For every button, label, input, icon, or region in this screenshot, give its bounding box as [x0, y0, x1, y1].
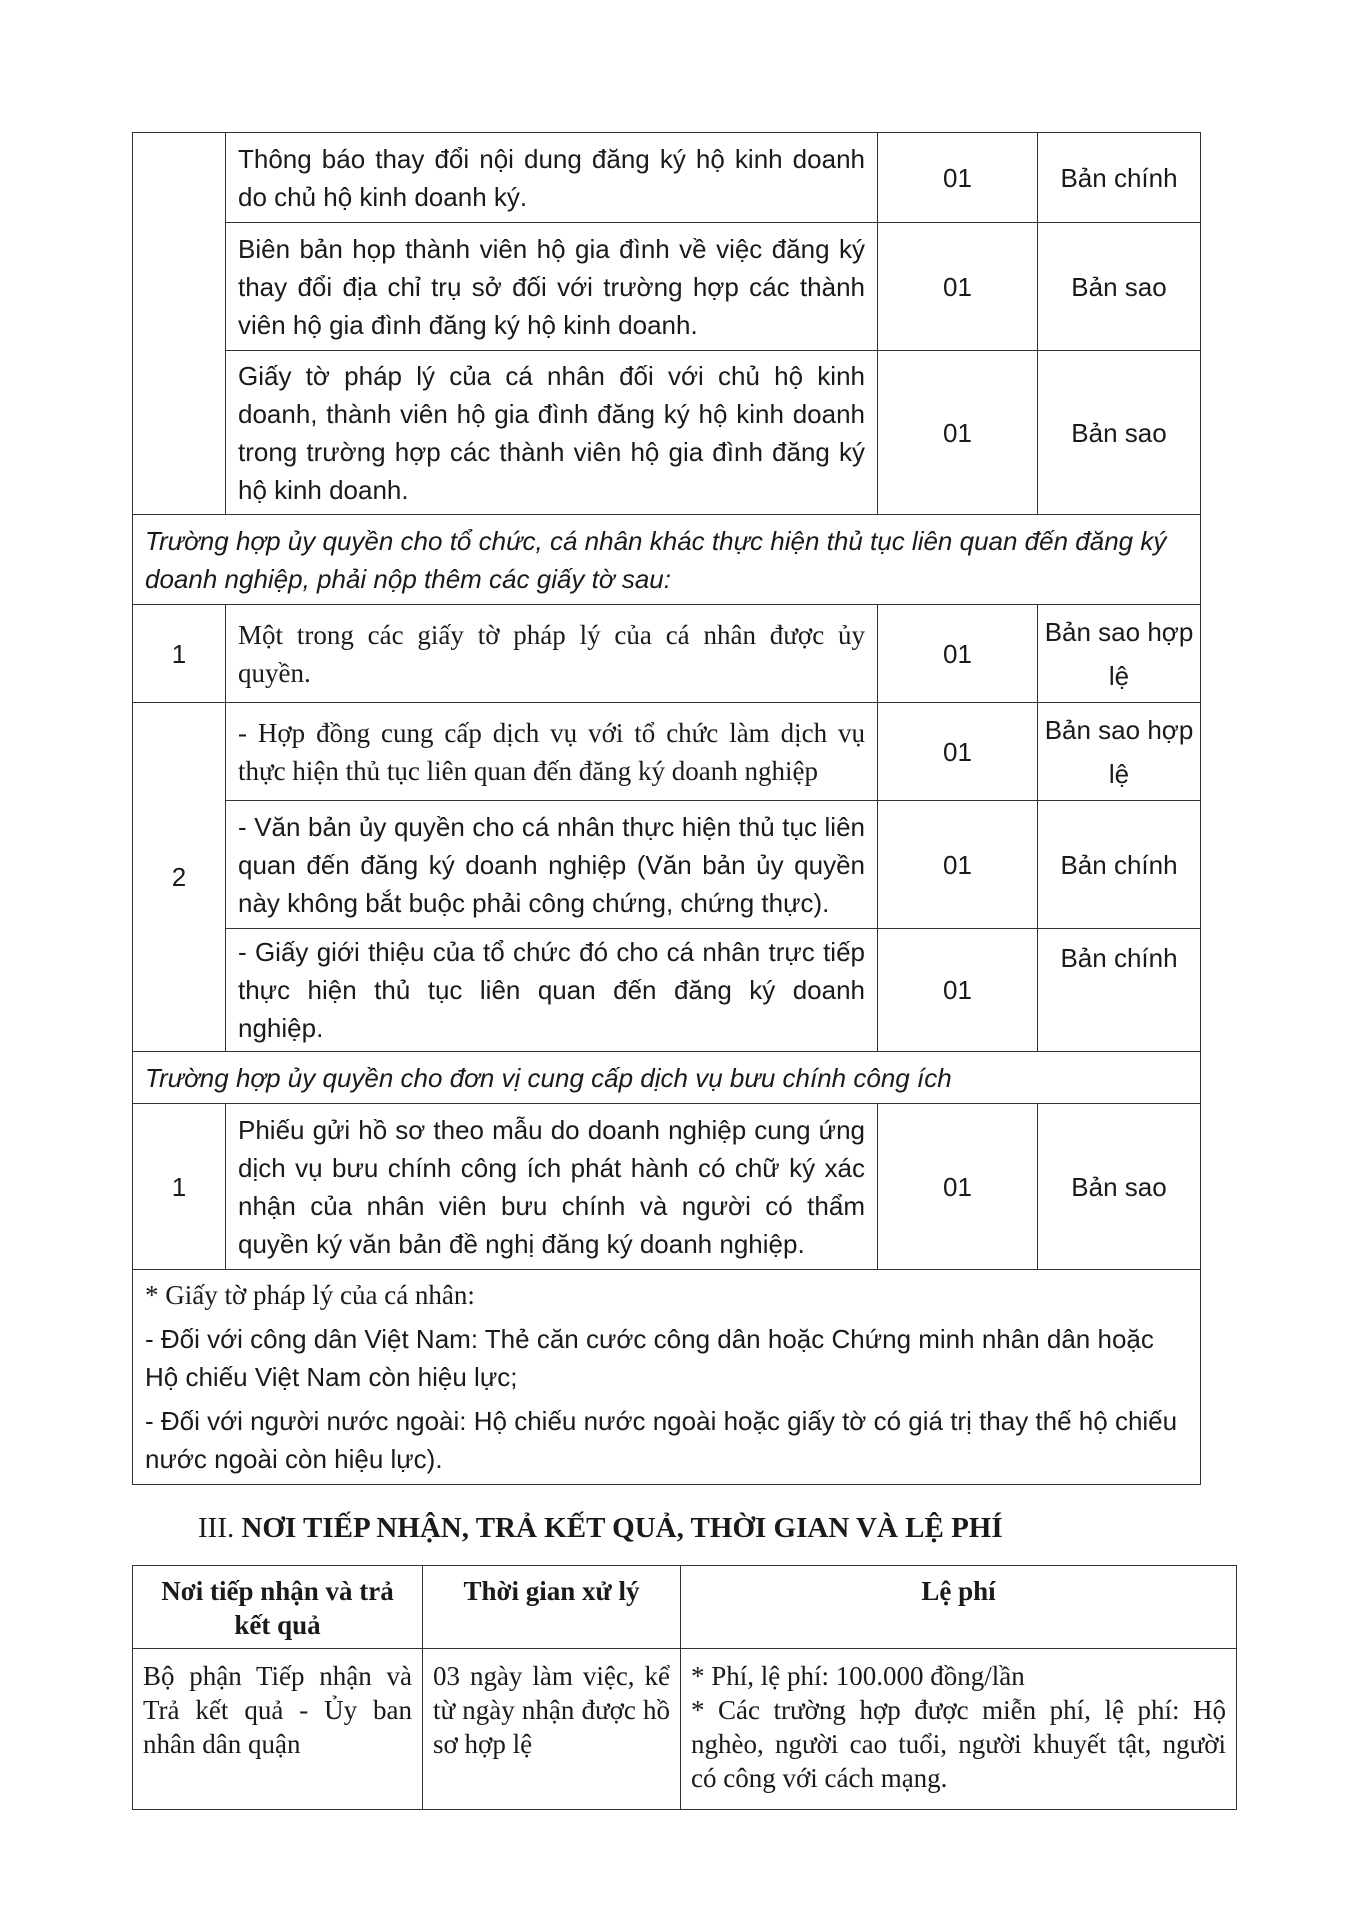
document-quantity: 01: [878, 703, 1038, 801]
section-heading-proxy: Trường hợp ủy quyền cho tổ chức, cá nhân khác thực hiện thủ tục liên quan đến đăng ký doanh nghiệp, phải nộp thêm các giấy tờ sau:: [133, 515, 1201, 605]
table-row: [133, 801, 1201, 929]
header-processing-time: Thời gian xử lý: [423, 1566, 681, 1649]
row-number: 1: [133, 605, 226, 703]
section-title-text: NƠI TIẾP NHẬN, TRẢ KẾT QUẢ, THỜI GIAN VÀ LỆ PHÍ: [241, 1512, 1003, 1544]
document-quantity: 01: [878, 605, 1038, 703]
document-description: - Giấy giới thiệu của tổ chức đó cho cá nhân trực tiếp thực hiện thủ tục liên quan đến đăng ký doanh nghiệp.: [226, 929, 878, 1052]
table-row: [133, 133, 1201, 223]
document-description: Biên bản họp thành viên hộ gia đình về việc đăng ký thay đổi địa chỉ trụ sở đối với trường hợp các thành viên hộ gia đình đăng ký hộ kinh doanh.: [226, 223, 878, 351]
document-quantity: 01: [878, 351, 1038, 515]
note-vietnamese-citizens: - Đối với công dân Việt Nam: Thẻ căn cước công dân hoặc Chứng minh nhân dân hoặc Hộ chiếu Việt Nam còn hiệu lực;: [145, 1324, 1154, 1392]
fee-exemptions: * Các trường hợp được miễn phí, lệ phí: Hộ nghèo, người cao tuổi, người khuyết tật, người có công với cách mạng.: [691, 1695, 1226, 1793]
header-receiving-place: Nơi tiếp nhận và trả kết quả: [133, 1566, 423, 1649]
section-row: [133, 1052, 1201, 1104]
document-quantity: 01: [878, 801, 1038, 929]
row-number: 2: [133, 703, 226, 1052]
processing-time-cell: 03 ngày làm việc, kể từ ngày nhận được hồ sơ hợp lệ: [423, 1649, 681, 1810]
document-type: Bản chính: [1038, 929, 1201, 1052]
document-quantity: 01: [878, 223, 1038, 351]
document-type: Bản sao: [1038, 223, 1201, 351]
document-type: Bản sao: [1038, 351, 1201, 515]
table-row: [133, 1649, 1237, 1810]
table-row: [133, 929, 1201, 1052]
table-row: [133, 605, 1201, 703]
document-quantity: 01: [878, 133, 1038, 223]
table-row: [133, 223, 1201, 351]
section-row: [133, 515, 1201, 605]
document-description: Thông báo thay đổi nội dung đăng ký hộ kinh doanh do chủ hộ kinh doanh ký.: [226, 133, 878, 223]
fee-amount: * Phí, lệ phí: 100.000 đồng/lần: [691, 1661, 1025, 1691]
legal-documents-note: [133, 1270, 1201, 1485]
section-number: III.: [198, 1512, 235, 1544]
document-type: Bản sao hợp lệ: [1038, 605, 1201, 703]
table-row: [133, 351, 1201, 515]
note-foreigners: - Đối với người nước ngoài: Hộ chiếu nước ngoài hoặc giấy tờ có giá trị thay thế hộ chiếu nước ngoài còn hiệu lực).: [145, 1406, 1178, 1474]
document-description: - Văn bản ủy quyền cho cá nhân thực hiện thủ tục liên quan đến đăng ký doanh nghiệp (Văn bản ủy quyền này không bắt buộc phải công chứng, chứng thực).: [226, 801, 878, 929]
note-heading: * Giấy tờ pháp lý của cá nhân:: [145, 1280, 475, 1310]
document-description: Phiếu gửi hồ sơ theo mẫu do doanh nghiệp cung ứng dịch vụ bưu chính công ích phát hành có chữ ký xác nhận của nhân viên bưu chính và người có thẩm quyền ký văn bản đề nghị đăng ký doanh nghiệp.: [226, 1104, 878, 1270]
section-heading-postal: Trường hợp ủy quyền cho đơn vị cung cấp dịch vụ bưu chính công ích: [133, 1052, 1201, 1104]
row-number: 1: [133, 1104, 226, 1270]
requirements-table: [132, 132, 1201, 1485]
fee-cell: [681, 1649, 1237, 1810]
receiving-place-cell: Bộ phận Tiếp nhận và Trả kết quả - Ủy ban nhân dân quận: [133, 1649, 423, 1810]
row-number-cell: [133, 133, 226, 515]
document-type: Bản chính: [1038, 133, 1201, 223]
fee-table: [132, 1565, 1237, 1810]
header-fee: Lệ phí: [681, 1566, 1237, 1649]
notes-row: [133, 1270, 1201, 1485]
table-row: [133, 703, 1201, 801]
document-quantity: 01: [878, 929, 1038, 1052]
document-type: Bản sao: [1038, 1104, 1201, 1270]
document-type: Bản sao hợp lệ: [1038, 703, 1201, 801]
table-row: [133, 1104, 1201, 1270]
document-description: Một trong các giấy tờ pháp lý của cá nhân được ủy quyền.: [226, 605, 878, 703]
table-header-row: [133, 1566, 1237, 1649]
document-type: Bản chính: [1038, 801, 1201, 929]
document-description: - Hợp đồng cung cấp dịch vụ với tổ chức làm dịch vụ thực hiện thủ tục liên quan đến đăng ký doanh nghiệp: [226, 703, 878, 801]
section-title: [198, 1512, 1003, 1545]
document-quantity: 01: [878, 1104, 1038, 1270]
document-description: Giấy tờ pháp lý của cá nhân đối với chủ hộ kinh doanh, thành viên hộ gia đình đăng ký hộ kinh doanh trong trường hợp các thành viên hộ gia đình đăng ký hộ kinh doanh.: [226, 351, 878, 515]
